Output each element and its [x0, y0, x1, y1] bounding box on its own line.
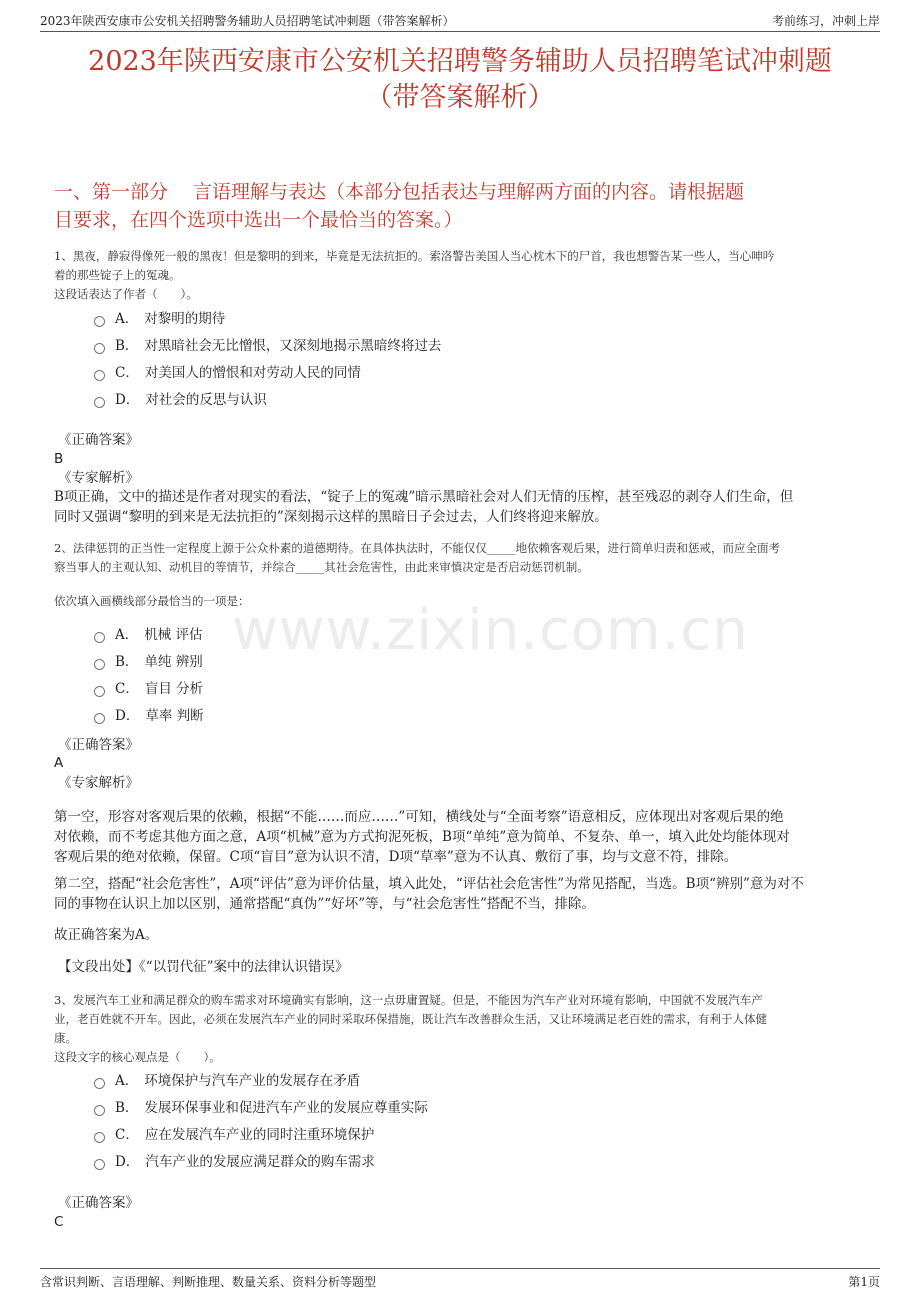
radio-icon[interactable] — [94, 397, 105, 408]
analysis-line: 同时又强调“黎明的到来是无法抗拒的”深刻揭示这样的黑暗日子会过去，人们终将迎来解放。 — [54, 509, 608, 525]
q1-analysis — [54, 487, 862, 527]
question-2-prompt: 依次填入画横线部分最恰当的一项是： — [54, 594, 250, 608]
option-text: 机械 评估 — [144, 627, 203, 643]
stem-line: 察当事人的主观认知、动机目的等情节，并综合_____其社会危害性，由此来审慎决定是否启动惩罚机制。 — [54, 560, 589, 574]
option-text: 单纯 辨别 — [144, 654, 203, 670]
option-text: 汽车产业的发展应满足群众的购车需求 — [145, 1154, 375, 1170]
option-text: 对黎明的期待 — [144, 311, 226, 327]
q1-answer: B — [54, 451, 64, 467]
q2-correct-label: 《正确答案》 — [58, 737, 139, 753]
option-text: 应在发展汽车产业的同时注重环境保护 — [144, 1127, 375, 1143]
analysis-line: 对依赖，而不考虑其他方面之意，A项“机械”意为方式拘泥死板，B项“单纯”意为简单、不复杂、单一，填入此处均能体现对 — [54, 829, 790, 845]
radio-icon[interactable] — [94, 713, 105, 724]
radio-icon[interactable] — [94, 1159, 105, 1170]
q2-option-a[interactable] — [94, 625, 203, 645]
section-heading — [54, 178, 870, 234]
analysis-line: 第一空，形容对客观后果的依赖，根据“不能……而应……”可知，横线处与“全面考察”语意相反，应体现出对客观后果的绝 — [54, 809, 784, 825]
page-header — [40, 10, 880, 32]
header-doc-title: 2023年陕西安康市公安机关招聘警务辅助人员招聘笔试冲刺题（带答案解析） — [40, 14, 455, 28]
q1-option-b[interactable] — [94, 336, 441, 356]
option-letter: A． — [115, 1073, 139, 1089]
q2-answer: A — [54, 755, 64, 771]
analysis-line: 同的事物在认识上加以区别，通常搭配“真伪”“好坏”等，与“社会危害性”搭配不当，排除。 — [54, 896, 595, 912]
radio-icon[interactable] — [94, 686, 105, 697]
option-text: 盲目 分析 — [144, 681, 204, 697]
q3-answer: C — [54, 1214, 64, 1230]
question-2-stem — [54, 539, 876, 577]
option-letter: C． — [115, 365, 139, 381]
analysis-line: B项正确，文中的描述是作者对现实的看法，“锭子上的冤魂”暗示黑暗社会对人们无情的压榨，甚至残忍的剥夺人们生命，但 — [54, 489, 794, 505]
q1-analysis-label: 《专家解析》 — [58, 470, 139, 486]
stem-line: 康。 — [54, 1031, 77, 1045]
stem-line: 着的那些锭子上的冤魂。 — [54, 268, 181, 282]
stem-line: 2、法律惩罚的正当性一定程度上源于公众朴素的道德期待。在具体执法时，不能仅仅_____地依赖客观后果，进行简单归责和惩戒，而应全面考 — [54, 541, 781, 555]
option-letter: A． — [115, 627, 139, 643]
option-letter: C． — [115, 1127, 139, 1143]
section-heading-line-2: 目要求，在四个选项中选出一个最恰当的答案。） — [54, 209, 463, 231]
header-slogan: 考前练习，冲刺上岸 — [771, 14, 880, 28]
footer-topics: 含常识判断、言语理解、判断推理、数量关系、资料分析等题型 — [40, 1275, 377, 1289]
q3-option-a[interactable] — [94, 1071, 360, 1091]
analysis-line: 客观后果的绝对依赖，保留。C项“盲目”意为认识不清，D项“草率”意为不认真、敷衍了事，均与文意不符，排除。 — [54, 849, 738, 865]
radio-icon[interactable] — [94, 659, 105, 670]
q3-correct-label: 《正确答案》 — [58, 1195, 139, 1211]
radio-icon[interactable] — [94, 370, 105, 381]
q2-analysis-para-2 — [54, 874, 862, 914]
watermark: www.zixin.com.cn — [232, 598, 749, 663]
q2-option-c[interactable] — [94, 679, 203, 699]
q1-option-c[interactable] — [94, 363, 361, 383]
q1-option-d[interactable] — [94, 390, 267, 410]
q3-option-d[interactable] — [94, 1152, 375, 1172]
option-text: 环境保护与汽车产业的发展存在矛盾 — [144, 1073, 361, 1089]
question-3-stem — [54, 991, 876, 1067]
page-title — [40, 44, 880, 116]
q2-option-b[interactable] — [94, 652, 203, 672]
stem-line: 这段文字的核心观点是（ ）。 — [54, 1050, 221, 1064]
radio-icon[interactable] — [94, 632, 105, 643]
q2-analysis-para-1 — [54, 807, 862, 867]
option-letter: D． — [115, 708, 140, 724]
title-line-1: 2023年陕西安康市公安机关招聘警务辅助人员招聘笔试冲刺题 — [88, 46, 832, 77]
page-footer — [40, 1268, 880, 1290]
q2-conclusion: 故正确答案为A。 — [54, 927, 159, 943]
q1-option-a[interactable] — [94, 309, 225, 329]
option-text: 对美国人的憎恨和对劳动人民的同情 — [144, 365, 361, 381]
q3-option-c[interactable] — [94, 1125, 374, 1145]
option-letter: D． — [115, 1154, 140, 1170]
page-number: 第1页 — [848, 1275, 880, 1289]
stem-line: 这段话表达了作者（ ）。 — [54, 287, 198, 301]
stem-line: 1、黑夜，静寂得像死一般的黑夜！但是黎明的到来，毕竟是无法抗拒的。索洛警告美国人当心枕木下的尸首，我也想警告某一些人，当心呻吟 — [54, 249, 775, 263]
radio-icon[interactable] — [94, 1132, 105, 1143]
analysis-line: 第二空，搭配“社会危害性”，A项“评估”意为评价估量，填入此处，“评估社会危害性”为常见搭配，当选。B项“辨别”意为对不 — [54, 876, 804, 892]
q2-analysis-label: 《专家解析》 — [58, 775, 139, 791]
option-letter: C． — [115, 681, 139, 697]
title-line-2: （带答案解析） — [365, 82, 555, 113]
radio-icon[interactable] — [94, 343, 105, 354]
option-letter: A． — [115, 311, 139, 327]
option-text: 草率 判断 — [145, 708, 204, 724]
stem-line: 3、发展汽车工业和满足群众的购车需求对环境确实有影响，这一点毋庸置疑。但是，不能因为汽车产业对环境有影响，中国就不发展汽车产 — [54, 993, 763, 1007]
option-text: 对社会的反思与认识 — [145, 392, 267, 408]
option-letter: B． — [115, 338, 139, 354]
q1-correct-label: 《正确答案》 — [58, 432, 139, 448]
q3-option-b[interactable] — [94, 1098, 428, 1118]
radio-icon[interactable] — [94, 1078, 105, 1089]
stem-line: 业，老百姓就不开车。因此，必须在发展汽车产业的同时采取环保措施，既让汽车改善群众生活，又让环境满足老百姓的需求，有利于人体健 — [54, 1012, 767, 1026]
option-letter: D． — [115, 392, 140, 408]
q2-option-d[interactable] — [94, 706, 204, 726]
section-heading-line-1: 一、第一部分 言语理解与表达（本部分包括表达与理解两方面的内容。请根据题 — [54, 181, 745, 203]
option-text: 发展环保事业和促进汽车产业的发展应尊重实际 — [144, 1100, 428, 1116]
option-text: 对黑暗社会无比憎恨，又深刻地揭示黑暗终将过去 — [144, 338, 442, 354]
option-letter: B． — [115, 654, 139, 670]
q2-source: 【文段出处】《“以罚代征”案中的法律认识错误》 — [58, 959, 349, 975]
option-letter: B． — [115, 1100, 139, 1116]
radio-icon[interactable] — [94, 1105, 105, 1116]
question-1-stem — [54, 247, 876, 304]
radio-icon[interactable] — [94, 316, 105, 327]
